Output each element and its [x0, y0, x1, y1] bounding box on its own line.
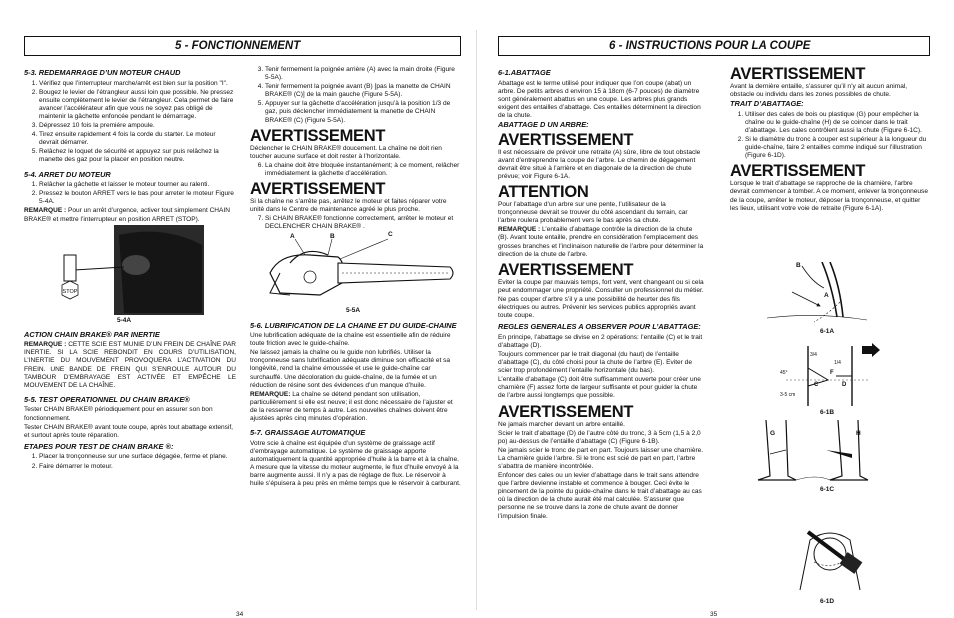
figure-6-1b: [780, 346, 880, 408]
warning-text: Ne pas couper d’arbre s’il y a une possibilité de heurter des fils électriques ou autres. Prévenir les services publics appropriés avant toute coupe.: [498, 295, 696, 320]
list-item: 2. Bougez le levier de l’étrangleur aussi loin que possible. Ne pressez ensuite complètement le levier de l’étrangleur. Cela permet de faire avancer l’accélérateur afin que vous ne soyez pas obligé de maintenir la gâchette enfoncée pendant le démarrage.: [39, 89, 236, 121]
warning-title: AVERTISSEMENT: [498, 402, 634, 421]
large-trunk-cut-illustration: [790, 500, 870, 592]
attention-title: ATTENTION: [498, 183, 589, 202]
s53-list: [24, 80, 236, 165]
item-7-list: [250, 215, 461, 231]
warning-text: Il est nécessaire de prévoir une retraite (A) sûre, libre de tout obstacle avant d’entreprendre la coupe de l’arbre. Le chemin de dégagement devrait être situé à l’arrière et en diagonale de la direction de chute prévue; voir Figure 6-1A.: [498, 148, 701, 180]
figure-6-1d: [790, 500, 870, 592]
warning-text: Enfoncer des cales ou un levier d’abattage dans le trait sans attendre que l’arbre devienne instable et commence à bouger. Ceci évite le pincement de la pointe du guide-chaîne dans le trait d’abattage au cas où la direction de la chute aurait été mal calculée. S’assurer que personne ne se trouve dans la zone de chute avant de donner l’impulsion finale.: [498, 472, 702, 520]
fig-6-1d-caption: 6-1D: [820, 598, 835, 605]
s54-list: [24, 181, 236, 206]
fig-5-4a-caption: 5-4A: [116, 316, 132, 324]
warning-text: Ne jamais scier le tronc de part en part. Toujours laisser une charnière. La charnière guide l’arbre. Si le tronc est scié de part en part, l’arbre s’abattra de manière incontrôlée.: [498, 446, 704, 470]
warning-text: Avant la dernière entaille, s’assurer qu’il n’y ait aucun animal, obstacle ou individu dans les zones possibles de chute.: [730, 83, 908, 99]
s56-title: 5-6. LUBRIFICATION DE LA CHAINE ET DU GUIDE-CHAINE: [250, 320, 457, 330]
stop-switch-illustration: [24, 225, 236, 323]
right-header: 6 - INSTRUCTIONS POUR LA COUPE: [498, 36, 930, 56]
abattage-title: ABATTAGE D UN ARBRE:: [498, 120, 589, 130]
fig61b-label-c: C: [814, 382, 819, 388]
figure-5-5a: [250, 233, 461, 309]
list-item: 2. Pressez le bouton ARRET vers le bas pour arreter le moteur Figure 5-4A.: [39, 190, 236, 206]
regles-paragraph: L’entaille d’abattage (C) doit être suffisamment ouverte pour créer une charnière (F) assez forte de largeur suffisante et pour guider la chute de l’arbre aussi longtemps que possible.: [498, 376, 701, 400]
stop-label: STOP: [62, 288, 78, 295]
list-item: 3. Tenir fermement la poignée arrière (A) avec la main droite (Figure 5-5A).: [265, 66, 461, 82]
fig61c-label-h: H: [856, 430, 861, 437]
warning-title: AVERTISSEMENT: [250, 126, 386, 145]
fig-6-1b-caption: 6-1B: [820, 409, 835, 416]
fig-5-5a-caption: 5-5A: [346, 307, 361, 315]
action-chain-brake-text: REMARQUE : CETTE SCIE EST MUNIE D’UN FREIN DE CHAÎNE PAR INERTIE. SI LA SCIE REBONDIT EN COURS D’UTILISATION, L’INERTIE DU MOUVEMENT PROVOQUERA L’ACTIVATION DU FREIN. UNE BANDE DE FREIN QUI S’ENROULE AUTOUR DU TAMBOUR D’EMBRAYAGE EST ACTIVÉE ET EMPÊCHE LE MOUVEMENT DE LA CHAÎNE.: [24, 341, 236, 389]
regles-paragraph: En principe, l’abattage se divise en 2 opérations: l’entaille (C) et le trait d’abattage (D).: [498, 333, 703, 349]
s55-paragraph-1: Tester CHAIN BRAKE® périodiquement pour en assurer son bon fonctionnement.: [24, 406, 213, 422]
warning-text: Eviter la coupe par mauvais temps, fort vent, vent changeant ou si cela peut endommager une propriété. Consulter un professionnel du métier.: [498, 278, 704, 294]
list-item: 2. Si le diamètre du tronc à couper est supérieur à la longueur du guide-chaîne, faire 2 entailles comme indiqué sur l’illustration (Figure 6-1D).: [745, 136, 930, 160]
warning-text: Ne jamais marcher devant un arbre entaillé.: [498, 420, 625, 428]
action-chain-brake-title: ACTION CHAIN BRAKE® PAR INERTIE: [24, 329, 160, 339]
notch-cut-diagram: [780, 346, 880, 408]
fig61b-dim-45: 45°: [780, 370, 788, 376]
warning-title: AVERTISSEMENT: [498, 130, 634, 149]
fig61c-label-g: G: [770, 430, 776, 437]
tree-felling-direction-illustration: [762, 262, 872, 328]
warning-text: Lorsque le trait d’abattage se rapproche de la charnière, l’arbre devrait commencer à tomber. A ce moment, enlever la tronçonneuse de la coupe, arrêter le moteur, déposer la tronçonneuse, et quitter les lieux, utilisant votre voie de retraite (Figure 6-1A).: [730, 180, 928, 212]
list-item: 5. Appuyer sur la gâchette d’accélération jusqu’à la position 1/3 de gaz, puis déclencher immédiatement la manette de CHAIN BRAKE® (C) (Figure 5-5A).: [265, 100, 461, 124]
list-item: 7. Si CHAIN BRAKE® fonctionne correctement, arrêter le moteur et DECLENCHER CHAIN BRAKE® .: [265, 215, 461, 231]
page-divider: [476, 30, 477, 610]
fig61b-label-d: D: [842, 382, 847, 388]
fig61a-label-a: A: [824, 292, 829, 299]
list-item: 6. La chaine doit être bloquée instantanément; à ce moment, relâcher immédiatement la gâchette d’accélération.: [265, 162, 461, 178]
list-item: 1. Relâcher la gâchette et laisser le moteur tourner au ralenti.: [39, 181, 236, 189]
s54-remarque: REMARQUE : Pour un arrêt d’urgence, activer tout simplement CHAIN BRAKE® et mettre l’interrupteur en position ARRET (STOP).: [24, 207, 230, 223]
fig-6-1c-caption: 6-1C: [820, 486, 835, 493]
right-col-1: [498, 66, 704, 522]
fig-6-1a-caption: 6-1A: [820, 328, 835, 335]
list-item: 4. Tenir fermement la poignée avant (B) [pas la manette de CHAIN BRAKE® (C)] de la main gauche (Figure 5-5A).: [265, 83, 461, 99]
chainsaw-illustration: [250, 233, 461, 309]
warning-title: AVERTISSEMENT: [250, 180, 386, 199]
list-item: 1. Placer la tronçonneuse sur une surface dégagée, ferme et plane.: [39, 453, 236, 461]
fig61b-dim-3-4: 3/4: [810, 352, 817, 358]
left-header: 5 - FONCTIONNEMENT: [24, 36, 461, 56]
attention-text: Pour l’abattage d’un arbre sur une pente, l’utilisateur de la tronçonneuse devrait se trouver du côté ascendant du terrain, car l’arbre roulera probablement vers le bas après sa chute.: [498, 201, 688, 225]
warning-text: Scier le trait d’abattage (D) de l’autre côté du tronc, 3 à 5cm (1,5 à 2,0 po) au-dessus de l’entaille d’abattage (C) (Figure 6-1B).: [498, 429, 701, 445]
col2-list: [250, 66, 461, 125]
s56-paragraph-2: Ne laissez jamais la chaîne ou le guide non lubrifiés. Utiliser la tronçonneuse sans lubrification adéquate diminue son efficacité et sa longévité, rend la chaîne émoussée et use le guide-chaîne car surchauffé. Une décoloration du guide-chaîne, de la fumée et un réduction de résine sont des évidences d’un manque d’huile.: [250, 349, 451, 389]
warning-title: AVERTISSEMENT: [498, 260, 634, 279]
fig55a-label-a: A: [290, 233, 295, 241]
figure-6-1c: [756, 420, 874, 482]
right-page-number: 35: [710, 611, 718, 618]
etapes-list: [24, 453, 236, 470]
list-item: 2. Faire démarrer le moteur.: [39, 463, 236, 471]
s56-remarque: REMARQUE: La chaîne se détend pendant son utilisation, particulièrement si elle est neuve; il est donc nécessaire de l’ajuster et de la resserrer de temps à autre. Les nouvelles chaînes doivent être ajustées après cinq minutes d’opération.: [250, 390, 453, 423]
left-col-1: [24, 66, 236, 472]
right-col-2: [730, 66, 930, 214]
trait-title: TRAIT D’ABATTAGE:: [730, 99, 804, 109]
list-item: 1. Vérifiez que l’interrupteur marche/arrêt est bien sur la position "I".: [39, 80, 236, 88]
fig61b-dim-3-5cm: 3-5 cm: [780, 392, 796, 398]
item-6-list: [250, 162, 461, 178]
left-page-number: 34: [236, 611, 244, 618]
warning-title: AVERTISSEMENT: [730, 162, 866, 181]
s57-text: Votre scie à chaîne est équipée d’un système de graissage actif d’embrayage automatique. Le système de graissage apporte automatiquement la quantité appropriée d’huile à la barre et à la chaîne. A mesure que la vitesse du moteur augmente, le flux d’huile envoyé à la barre augmente aussi. Il n’y a pas de réglage de flux. Le réservoir à huile s’épuisera à peu près en même temps que le réservoir à carburant.: [250, 439, 461, 488]
warning-text: Déclencher le CHAIN BRAKE® doucement. La chaîne ne doit rien toucher aucune surface et doit rester à l’horizontale.: [250, 144, 442, 160]
etapes-title: ETAPES POUR TEST DE CHAIN BRAKE ®:: [24, 441, 174, 451]
s57-title: 5-7. GRAISSAGE AUTOMATIQUE: [250, 428, 366, 438]
figure-5-4a: [24, 225, 236, 323]
fig61a-label-b: B: [796, 262, 801, 269]
warning-title: AVERTISSEMENT: [730, 65, 866, 83]
list-item: 1. Utiliser des cales de bois ou plastique (G) pour empêcher la chaîne ou le guide-chaîne (H) de se coincer dans le trait d’abattage. Les cales contrôlent aussi la chute (Figure 6-1C).: [745, 111, 930, 135]
figure-6-1a: [762, 262, 872, 328]
list-item: 3. Dépressez 10 fois la premiére ampoule.: [39, 122, 236, 130]
left-col-2: [250, 66, 461, 489]
s54-title: 5-4. ARRET DU MOTEUR: [24, 169, 111, 179]
list-item: 5. Relâchez le loquet de sécurité et appuyez sur puis relâchez la manette des gaz pour la placer en position neutre.: [39, 148, 236, 164]
s61-title: 6-1.ABATTAGE: [498, 68, 551, 77]
s55-title: 5-5. TEST OPERATIONNEL DU CHAIN BRAKE®: [24, 394, 190, 404]
warning-text: Si la chaîne ne s’arrête pas, arrêtez le moteur et faites réparer votre unité dans le Centre de maintenance agréé le plus proche.: [250, 198, 447, 214]
right-remarque: REMARQUE : L’entaille d’abattage contrôle la direction de la chute (B). Avant toute entaille, prendre en considération l’emplacement des grosses branches et l’inclinaison naturelle de l’arbre pour déterminer la direction de la chute de l’arbre.: [498, 226, 704, 258]
fig61b-label-f: F: [830, 370, 834, 376]
regles-title: REGLES GENERALES A OBSERVER POUR L’ABATTAGE:: [498, 322, 701, 332]
fig61b-dim-1-4: 1/4: [834, 360, 841, 366]
s56-paragraph-1: Une lubrification adéquate de la chaîne est essentielle afin de réduire toute friction avec le guide-chaîne.: [250, 332, 451, 348]
s55-paragraph-2: Tester CHAIN BRAKE® avant toute coupe, après tout abattage extensif, et surtout après toute réparation.: [24, 423, 233, 439]
fig55a-label-c: C: [388, 231, 393, 239]
list-item: 4. Tirez ensuite rapidement 4 fois la corde du starter. Le moteur devrait démarrer.: [39, 131, 236, 147]
trait-list: [730, 111, 930, 161]
s61-text: Abattage est le terme utilisé pour indiquer que l’on coupe (abat) un arbre. De petits arbres d environ 15 à 18cm (6-7 pouces) de diamètre sont généralement abattus en une coupe. Les arbres plus grands exigent des entailles d’abattage. Ces entailles déterminent la direction de la chute.: [498, 79, 701, 119]
s53-title: 5-3. REDEMARRAGE D’UN MOTEUR CHAUD: [24, 68, 181, 77]
regles-paragraph: Toujours commencer par le trait diagonal (du haut) de l’entaille d’abattage (C), du côté choisi pour la chute de l’arbre (E). Eviter de scier trop profondément l’entaille horizontale (du bas).: [498, 350, 692, 375]
fig55a-label-b: B: [330, 233, 335, 241]
